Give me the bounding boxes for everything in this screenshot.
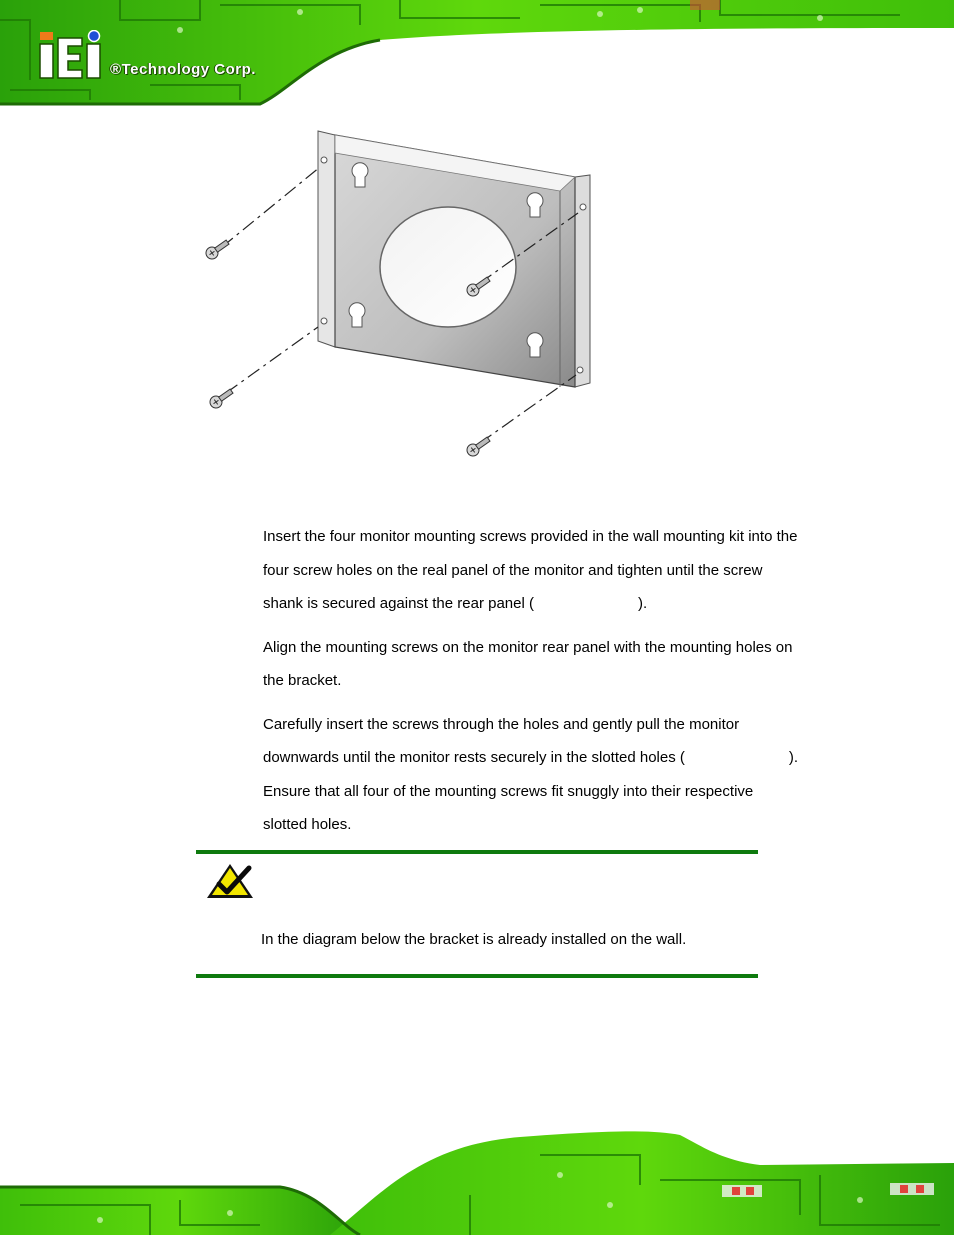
pcb-header-banner [0, 0, 954, 112]
note-top-rule [196, 850, 758, 854]
page-footer [0, 1125, 954, 1235]
step-line: Align the mounting screws on the monitor rear panel with the mounting holes on [263, 638, 793, 656]
step-line: shank is secured against the rear panel ( ). [263, 595, 648, 612]
page-header [0, 0, 954, 112]
checkmark-note-icon [205, 862, 255, 900]
step-3 [263, 708, 823, 842]
step-line: slotted holes. [263, 816, 352, 833]
note-bottom-rule [196, 974, 758, 978]
instruction-steps [263, 520, 823, 852]
wall-mount-bracket-diagram [190, 125, 620, 465]
pcb-footer-banner [0, 1125, 954, 1235]
note-text: In the diagram below the bracket is already installed on the wall. [261, 931, 687, 948]
step-line: downwards until the monitor rests securely in the slotted holes ( ). [263, 749, 799, 766]
step-line: Carefully insert the screws through the holes and gently pull the monitor [263, 715, 740, 733]
step-line: Insert the four monitor mounting screws provided in the wall mounting kit into the [263, 528, 798, 545]
step-2 [263, 631, 823, 698]
step-1 [263, 520, 823, 621]
iei-logo-icon [38, 30, 108, 80]
company-name: ®Technology Corp. [110, 61, 256, 78]
step-line: the bracket. [263, 672, 342, 689]
step-line: four screw holes on the real panel of the monitor and tighten until the screw [263, 561, 763, 579]
step-line: Ensure that all four of the mounting screws fit snuggly into their respective [263, 782, 754, 800]
bracket-diagram [190, 125, 620, 465]
